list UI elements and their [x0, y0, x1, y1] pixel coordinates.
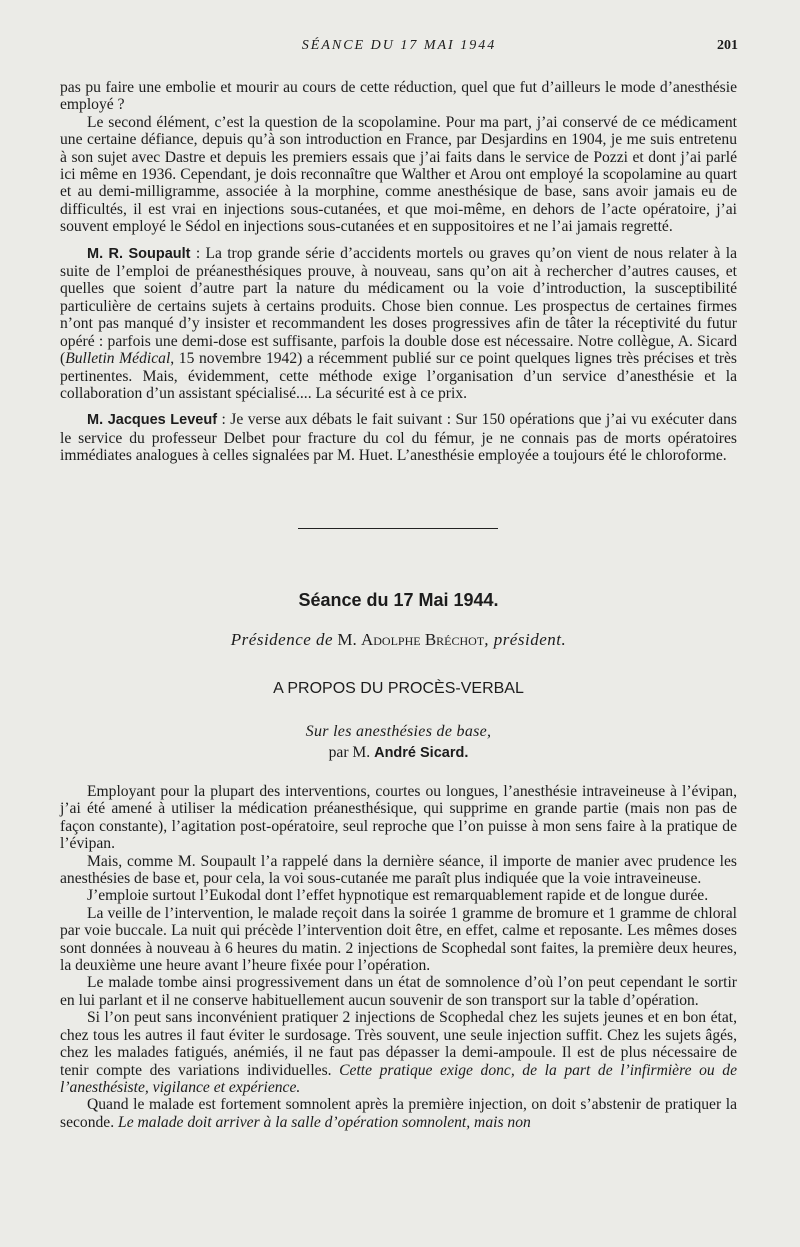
presidence-line	[60, 630, 737, 650]
president-role: , président.	[484, 630, 567, 649]
section-divider	[298, 528, 498, 529]
paragraph-eukodal: J’emploie surtout l’Eukodal dont l’effet hypnotique est remarquablement rapide et de longue durée.	[87, 887, 709, 905]
page-number: 201	[717, 38, 738, 53]
paragraph-evipan: Employant pour la plupart des interventions, courtes ou longues, l’anesthésie intraveineuse à l’évipan, j’ai été amené à utiliser la médication préanesthésique, qui supprime en grande partie (mais non pas de façon constante), l’agitation post-opératoire, seul reproche que l’on puisse à mon sens faire à la pratique de l’évipan.	[60, 783, 737, 853]
speaker-name: M. Jacques Leveuf	[87, 412, 218, 429]
paragraph-scopolamine: Le second élément, c’est la question de la scopolamine. Pour ma part, j’ai conservé de ce médicament une certaine défiance, depuis qu’à son introduction en France, par Desjardins en 1904, je me suis entretenu à son sujet avec Dastre et depuis les premiers essais que j’ai faits dans le service de Pozzi et dont j’ai parlé ici même en 1936. Cependant, je dois reconnaître que Walther et Arou ont employé la scopolamine au quart et au demi-milligramme, associée à la morphine, comme anesthésique de base, sans avoir jamais eu de difficultés, il est vrai en injections sous-cutanées, et que moi-même, en dehors de l’acte opératoire, j’ai souvent employé le Sédol en injections sous-cutanées et en suppositoires et ne l’ai jamais regretté.	[60, 113, 737, 236]
proces-verbal-heading: A PROPOS DU PROCÈS-VERBAL	[273, 680, 524, 697]
byline-prefix: par M.	[328, 744, 371, 761]
paragraph-protocol: La veille de l’intervention, le malade reçoit dans la soirée 1 gramme de bromure et 1 gramme de chloral par voie buccale. La nuit qui précède l’intervention doit être, en effet, calme et reposante. Les mêmes doses sont données à nouveau à 6 heures du matin. 2 injections de Scophedal sont faites, la première deux heures, la deuxième une heure avant l’heure fixée pour l’opération.	[60, 904, 737, 975]
presidence-label: Présidence de	[230, 630, 334, 649]
scophedal-text: Si l’on peut sans inconvénient pratiquer 2 injections de Scophedal chez les sujets jeunes et en bon état, chez tous les autres il faut éviter le surdosage. Très souvent, une seule injection suffit. Chez les sujets âgés, chez les malades fatigués, anémiés, il ne faut pas dépasser la demi-ampoule. Il est de plus nécessaire de tenir compte des variations individuelles.	[60, 1009, 737, 1079]
presidence-prefix: M.	[337, 630, 357, 649]
paragraph-scophedal	[60, 1009, 737, 1096]
soupault-text-b: , 15 novembre 1942) a récemment publié sur ce point quelques lignes très précises et très pertinentes. Mais, évidemment, cette méthode exige l’organisation d’un service d’anesthésie et la collaboration d’un assistant spécialisé.... La sécurité est à ce prix.	[60, 350, 737, 402]
page-header	[60, 38, 738, 58]
scophedal-italic: Cette pratique exige donc, de la part de l’infirmière ou de l’anesthésiste, vigilance et expérience.	[60, 1061, 737, 1096]
article-body	[60, 783, 737, 1131]
author-name: André Sicard.	[374, 745, 469, 761]
paragraph-soupault	[60, 245, 737, 403]
citation-title: Bulletin Médical	[65, 350, 171, 368]
final-text: Quand le malade est fortement somnolent après la première injection, on doit s’abstenir de pratiquer la seconde.	[60, 1096, 737, 1131]
final-italic: Le malade doit arriver à la salle d’opération somnolent, mais non	[118, 1113, 531, 1131]
paragraph-leveuf	[60, 411, 737, 464]
speaker-name: M. R. Soupault	[87, 245, 191, 262]
paragraph-final	[60, 1096, 737, 1131]
paragraph-prudence: Mais, comme M. Soupault l’a rappelé dans la dernière séance, il importe de manier avec prudence les anesthésies de base et, pour cela, la voi sous-cutanée me paraît plus indiquée que la voie intraveineuse.	[60, 852, 737, 888]
president-name: Adolphe Bréchot	[360, 630, 485, 649]
paragraph-somnolence: Le malade tombe ainsi progressivement dans un état de somnolence d’où l’on peut cependant le sortir en lui parlant et il ne conserve habituellement aucun souvenir de son transport sur la table d’opération.	[60, 974, 737, 1009]
leveuf-text: : Je verse aux débats le fait suivant : Sur 150 opérations que j’ai vu exécuter dans le service du professeur Delbet pour fracture du col du fémur, je ne connais pas de morts opératoires immédiates analogues à celles signalées par M. Huet. L’anesthésie employée a toujours été le chloroforme.	[60, 411, 737, 465]
seance-title: Séance du 17 Mai 1944.	[298, 590, 499, 610]
article-title: Sur les anesthésies de base,	[305, 723, 492, 740]
top-section	[60, 79, 737, 465]
soupault-text-a: : La trop grande série d’accidents mortels ou graves qu’on vient de nous relater à la suite de l’emploi de préanesthésiques prouve, à nouveau, sans qu’on ait à rechercher d’autres causes, et quelles que soient d’autre part la nature du médicament ou la voie d’introduction, la susceptibilité particulière de certains sujets à certains produits. Chose bien connue. Les prospectus de certaines firmes n’ont pas manqué d’y insister et recommandent les doses progressives afin de tâter la réceptivité du futur opéré : parfois une demi-dose est suffisante, parfois la double dose est nécessaire. Notre collègue, A. Sicard (	[60, 244, 737, 368]
running-title: SÉANCE DU 17 MAI 1944	[301, 38, 497, 53]
paragraph-continuation: pas pu faire une embolie et mourir au cours de cette réduction, quel que fut d’ailleurs le mode d’anesthésie employé ?	[60, 79, 737, 114]
article-byline	[60, 744, 737, 762]
